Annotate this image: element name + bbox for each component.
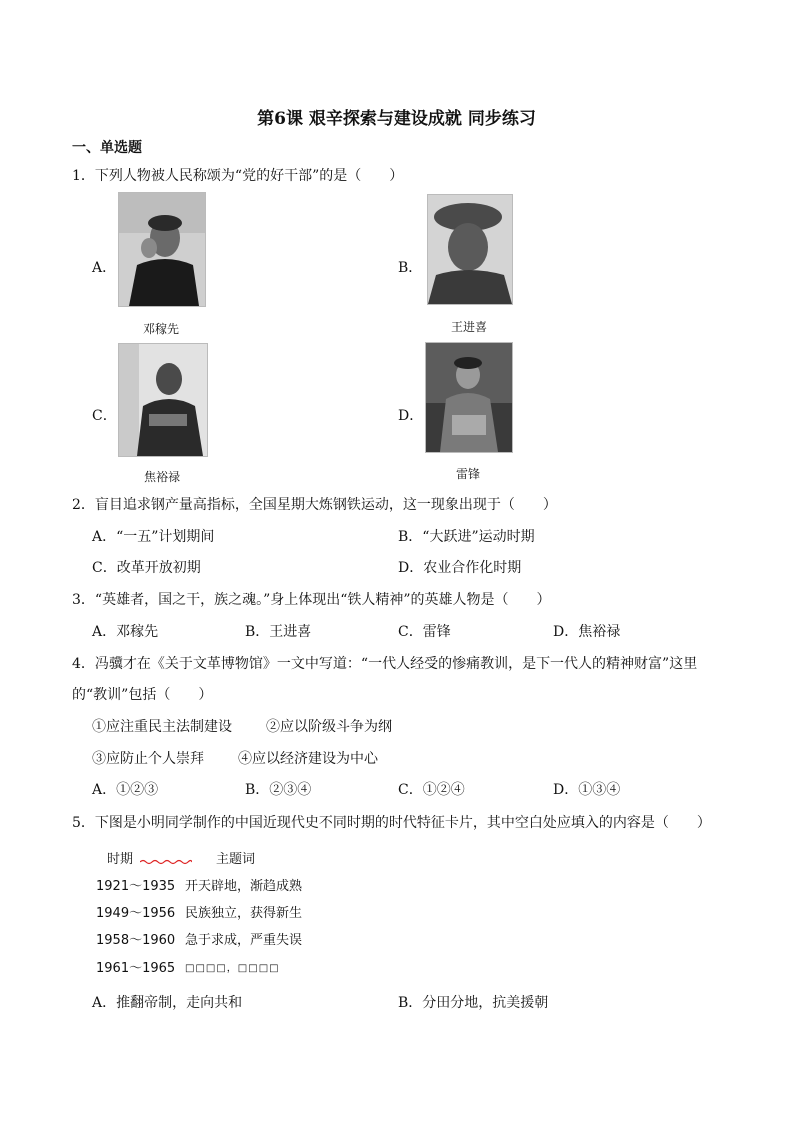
- q4-item-3: ③应防止个人崇拜: [92, 751, 204, 767]
- table-row-3-theme: 急于求成，严重失误: [185, 933, 303, 948]
- q4-option-d: D．①③④: [553, 782, 621, 798]
- table-header-period: 时期: [107, 852, 134, 867]
- q2-option-c: C．改革开放初期: [92, 560, 201, 576]
- question-5-stem: 5．下图是小明同学制作的中国近现代史不同时期的时代特征卡片，其中空白处应填入的内容是（ ）: [72, 815, 711, 831]
- q5-option-b: B．分田分地，抗美援朝: [398, 995, 549, 1011]
- q1-option-b-label: B．: [398, 260, 423, 276]
- table-row-1-period: 1921～1935: [96, 879, 176, 894]
- q1-option-a-caption: 邓稼先: [142, 322, 179, 336]
- q1-option-b-caption: 王进喜: [450, 320, 487, 334]
- q5-option-a: A．推翻帝制，走向共和: [92, 995, 243, 1011]
- q1-option-c-caption: 焦裕禄: [143, 470, 180, 484]
- photo-deng-jiaxian: [118, 192, 206, 307]
- table-row-2-period: 1949～1956: [96, 906, 176, 921]
- table-row-1-theme: 开天辟地，渐趋成熟: [185, 879, 303, 894]
- question-3-stem: 3．“英雄者，国之干，族之魂。”身上体现出“铁人精神”的英雄人物是（ ）: [72, 592, 551, 608]
- q1-option-c-label: C．: [92, 408, 117, 424]
- table-row-2-theme: 民族独立，获得新生: [185, 906, 303, 921]
- question-2-stem: 2．盲目追求钢产量高指标，全国星期大炼钢铁运动，这一现象出现于（ ）: [72, 497, 557, 513]
- table-row-3-period: 1958～1960: [96, 933, 176, 948]
- q3-option-b: B．王进喜: [245, 624, 312, 640]
- q3-option-a: A．邓稼先: [92, 624, 159, 640]
- question-4-stem-line2: 的“教训”包括（ ）: [72, 687, 213, 703]
- table-row-4-period: 1961～1965: [96, 961, 176, 976]
- q4-item-1: ①应注重民主法制建设: [92, 719, 232, 735]
- q4-item-2: ②应以阶级斗争为纲: [266, 719, 392, 735]
- q2-option-d: D．农业合作化时期: [398, 560, 522, 576]
- q1-option-d-caption: 雷锋: [455, 467, 480, 481]
- q4-option-b: B．②③④: [245, 782, 312, 798]
- section-heading: 一、单选题: [72, 140, 142, 156]
- photo-wang-jinxi: [427, 194, 513, 305]
- q4-option-c: C．①②④: [398, 782, 465, 798]
- photo-jiao-yulu: [118, 343, 208, 457]
- q3-option-c: C．雷锋: [398, 624, 451, 640]
- q1-option-d-label: D．: [398, 408, 424, 424]
- q3-option-d: D．焦裕禄: [553, 624, 621, 640]
- page-title: 第6课 艰辛探索与建设成就 同步练习: [257, 109, 536, 129]
- q1-option-a-label: A．: [92, 260, 117, 276]
- spellcheck-underline: [140, 859, 192, 865]
- q4-option-a: A．①②③: [92, 782, 159, 798]
- question-4-stem-line1: 4．冯骥才在《关于文革博物馆》一文中写道：“一代人经受的惨痛教训，是下一代人的精神财富”这里: [72, 656, 698, 672]
- table-row-4-theme-blank: □□□□，□□□□: [185, 963, 280, 974]
- q2-option-b: B．“大跃进”运动时期: [398, 529, 535, 545]
- photo-lei-feng: [425, 342, 513, 453]
- question-1-stem: 1．下列人物被人民称颂为“党的好干部”的是（ ）: [72, 168, 404, 184]
- q4-item-4: ④应以经济建设为中心: [238, 751, 378, 767]
- table-header-theme: 主题词: [216, 852, 256, 867]
- q2-option-a: A．“一五”计划期间: [92, 529, 215, 545]
